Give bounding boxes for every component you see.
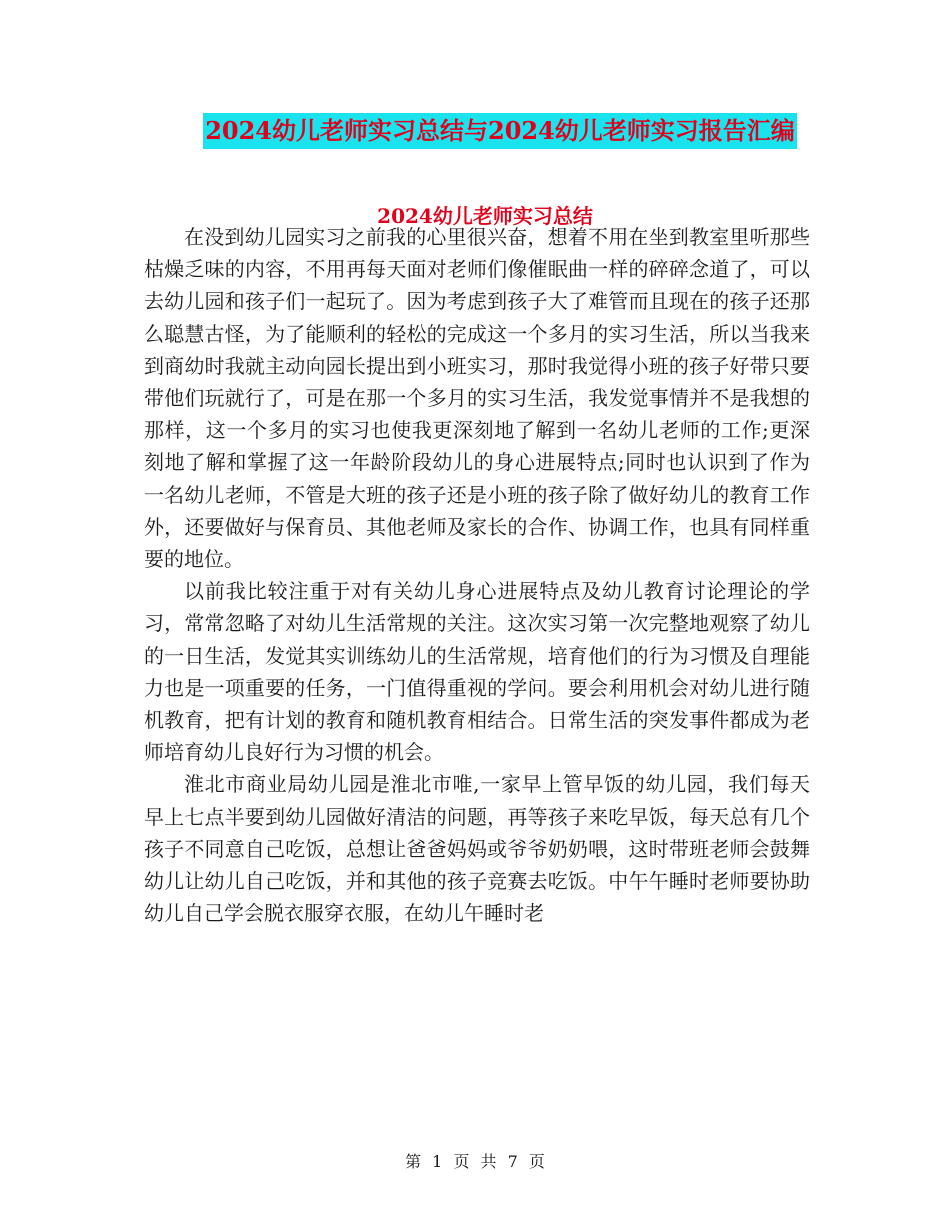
paragraph-1: 在没到幼儿园实习之前我的心里很兴奋，想着不用在坐到教室里听那些枯燥乏味的内容，不用再每天面对老师们像催眠曲一样的碎碎念道了，可以去幼儿园和孩子们一起玩了。因为考虑到孩子大了难管而且现在的孩子还那么聪慧古怪，为了能顺利的轻松的完成这一个多月的实习生活，所以当我来到商幼时我就主动向园长提出到小班实习，那时我觉得小班的孩子好带只要带他们玩就行了，可是在那一个多月的实习生活，我发觉事情并不是我想的那样，这一个多月的实习也使我更深刻地了解到一名幼儿老师的工作;更深刻地了解和掌握了这一年龄阶段幼儿的身心进展特点;同时也认识到了作为一名幼儿老师，不管是大班的孩子还是小班的孩子除了做好幼儿的教育工作外，还要做好与保育员、其他老师及家长的合作、协调工作，也具有同样重要的地位。: [144, 225, 810, 572]
document-title-wrap: [0, 113, 950, 149]
page-number-footer: 第 1 页 共 7 页: [405, 1152, 545, 1171]
paragraph-2: 以前我比较注重于对有关幼儿身心进展特点及幼儿教育讨论理论的学习，常常忽略了对幼儿生活常规的关注。这次实习第一次完整地观察了幼儿的一日生活，发觉其实训练幼儿的生活常规，培育他们的行为习惯及自理能力也是一项重要的任务，一门值得重视的学问。要会利用机会对幼儿进行随机教育，把有计划的教育和随机教育相结合。日常生活的突发事件都成为老师培育幼儿良好行为习惯的机会。: [144, 579, 810, 765]
document-body: [144, 221, 810, 929]
document-title: 2024幼儿老师实习总结与2024幼儿老师实习报告汇编: [203, 113, 797, 149]
section-title: 2024幼儿老师实习总结: [377, 204, 593, 228]
paragraph-3: 淮北市商业局幼儿园是淮北市唯,一家早上管早饭的幼儿园，我们每天早上七点半要到幼儿园做好清洁的问题，再等孩子来吃早饭，每天总有几个孩子不同意自己吃饭，总想让爸爸妈妈或爷爷奶奶喂，这时带班老师会鼓舞幼儿让幼儿自己吃饭，并和其他的孩子竞赛去吃饭。中午午睡时老师要协助幼儿自己学会脱衣服穿衣服，在幼儿午睡时老: [144, 772, 810, 926]
